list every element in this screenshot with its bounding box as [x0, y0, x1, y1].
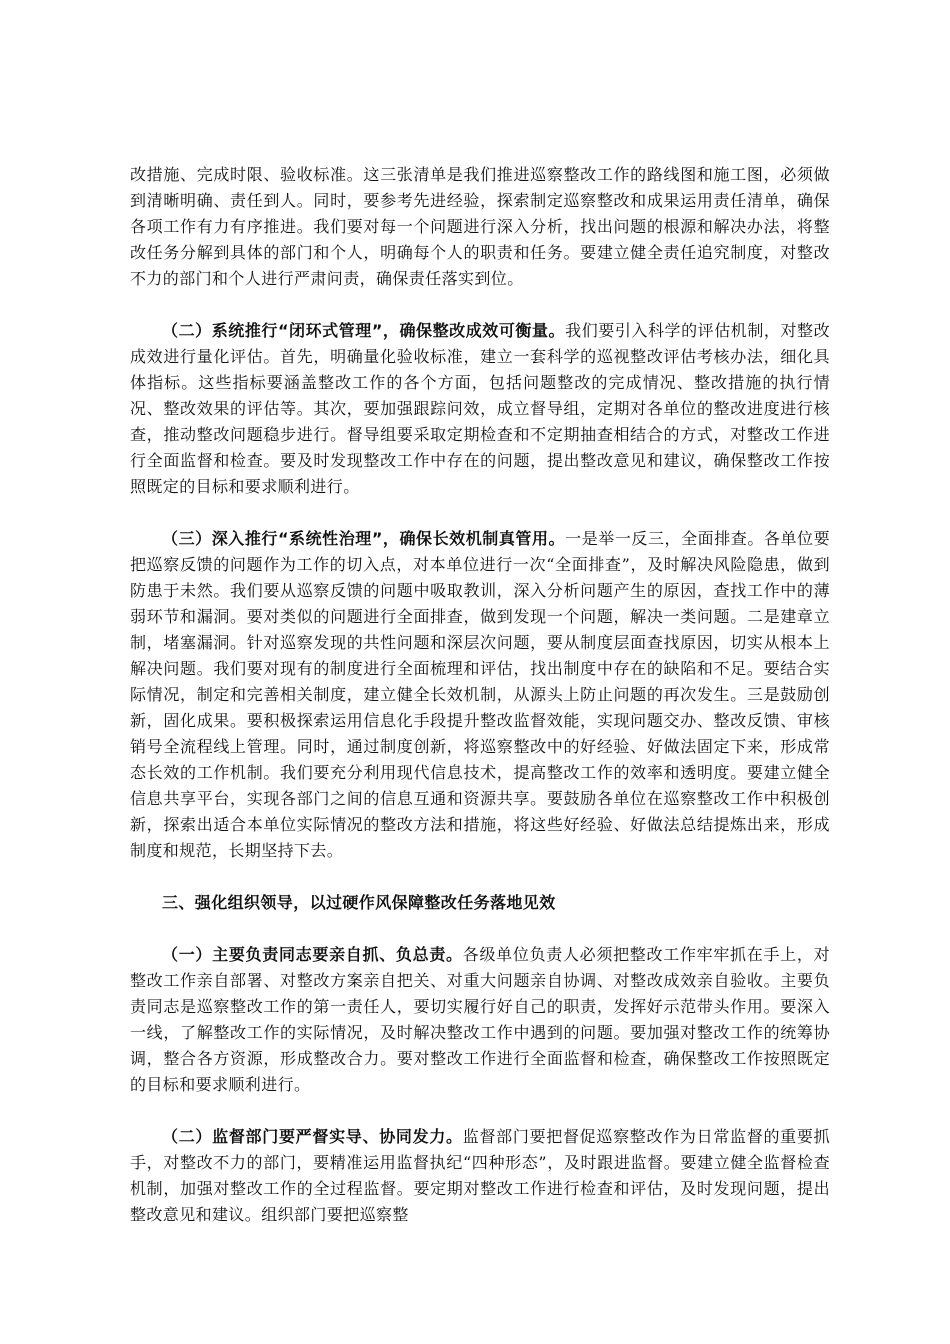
paragraph-intro [130, 162, 830, 292]
paragraph-gap [130, 292, 830, 318]
paragraph-gap [130, 916, 830, 942]
paragraph-systematic-governance [130, 526, 830, 864]
paragraph-text: 我们要引入科学的评估机制，对整改成效进行量化评估。首先，明确量化验收标准，建立一套科学的巡视整改评估考核办法，细化具体指标。这些指标要涵盖整改工作的各个方面，包括问题整改的完成情况、整改措施的执行情况、整改效果的评估等。其次，要加强跟踪问效，成立督导组，定期对各单位的整改进度进行核查，推动整改问题稳步进行。督导组要采取定期检查和不定期抽查相结合的方式，对整改工作进行全面监督和检查。要及时发现整改工作中存在的问题，提出整改意见和建议，确保整改工作按照既定的目标和要求顺利进行。 [130, 321, 830, 496]
paragraph-supervision-departments [130, 1124, 830, 1228]
paragraph-lead: （二）系统推行“闭环式管理”，确保整改成效可衡量。 [162, 321, 566, 340]
paragraph-gap [130, 1098, 830, 1124]
paragraph-lead: （一）主要负责同志要亲自抓、负总责。 [162, 945, 463, 964]
paragraph-leaders-responsibility [130, 942, 830, 1098]
document-page [130, 162, 830, 1228]
paragraph-lead: （三）深入推行“系统性治理”，确保长效机制真管用。 [162, 529, 566, 548]
paragraph-text: 改措施、完成时限、验收标准。这三张清单是我们推进巡察整改工作的路线图和施工图，必须做到清晰明确、责任到人。同时，要参考先进经验，探索制定巡察整改和成果运用责任清单，确保各项工作有力有序推进。我们要对每一个问题进行深入分析，找出问题的根源和解决办法，将整改任务分解到具体的部门和个人，明确每个人的职责和任务。要建立健全责任追究制度，对整改不力的部门和个人进行严肃问责，确保责任落实到位。 [130, 165, 830, 288]
paragraph-gap [130, 864, 830, 890]
paragraph-lead: （二）监督部门要严督实导、协同发力。 [162, 1127, 463, 1146]
paragraph-text: 监督部门要把督促巡察整改作为日常监督的重要抓手，对整改不力的部门，要精准运用监督执纪“四种形态”，及时跟进监督。要建立健全监督检查机制，加强对整改工作的全过程监督。要定期对整改工作进行检查和评估，及时发现问题，提出整改意见和建议。组织部门要把巡察整 [130, 1127, 830, 1224]
paragraph-closed-loop [130, 318, 830, 500]
paragraph-text: 一是举一反三，全面排查。各单位要把巡察反馈的问题作为工作的切入点，对本单位进行一次“全面排查”，及时解决风险隐患，做到防患于未然。我们要从巡察反馈的问题中吸取教训，深入分析问题产生的原因，查找工作中的薄弱环节和漏洞。要对类似的问题进行全面排查，做到发现一个问题，解决一类问题。二是建章立制，堵塞漏洞。针对巡察发现的共性问题和深层次问题，要从制度层面查找原因，切实从根本上解决问题。我们要对现有的制度进行全面梳理和评估，找出制度中存在的缺陷和不足。要结合实际情况，制定和完善相关制度，建立健全长效机制，从源头上防止问题的再次发生。三是鼓励创新，固化成果。要积极探索运用信息化手段提升整改监督效能，实现问题交办、整改反馈、审核销号全流程线上管理。同时，通过制度创新，将巡察整改中的好经验、好做法固定下来，形成常态长效的工作机制。我们要充分利用现代信息技术，提高整改工作的效率和透明度。要建立健全信息共享平台，实现各部门之间的信息互通和资源共享。要鼓励各单位在巡察整改工作中积极创新，探索出适合本单位实际情况的整改方法和措施，将这些好经验、好做法总结提炼出来，形成制度和规范，长期坚持下去。 [130, 529, 830, 860]
section-heading: 三、强化组织领导，以过硬作风保障整改任务落地见效 [162, 893, 556, 912]
paragraph-text: 各级单位负责人必须把整改工作牢牢抓在手上，对整改工作亲自部署、对整改方案亲自把关、对重大问题亲自协调、对整改成效亲自验收。主要负责同志是巡察整改工作的第一责任人，要切实履行好自己的职责，发挥好示范带头作用。要深入一线，了解整改工作的实际情况，及时解决整改工作中遇到的问题。要加强对整改工作的统筹协调，整合各方资源，形成整改合力。要对整改工作进行全面监督和检查，确保整改工作按照既定的目标和要求顺利进行。 [130, 945, 830, 1094]
paragraph-gap [130, 500, 830, 526]
